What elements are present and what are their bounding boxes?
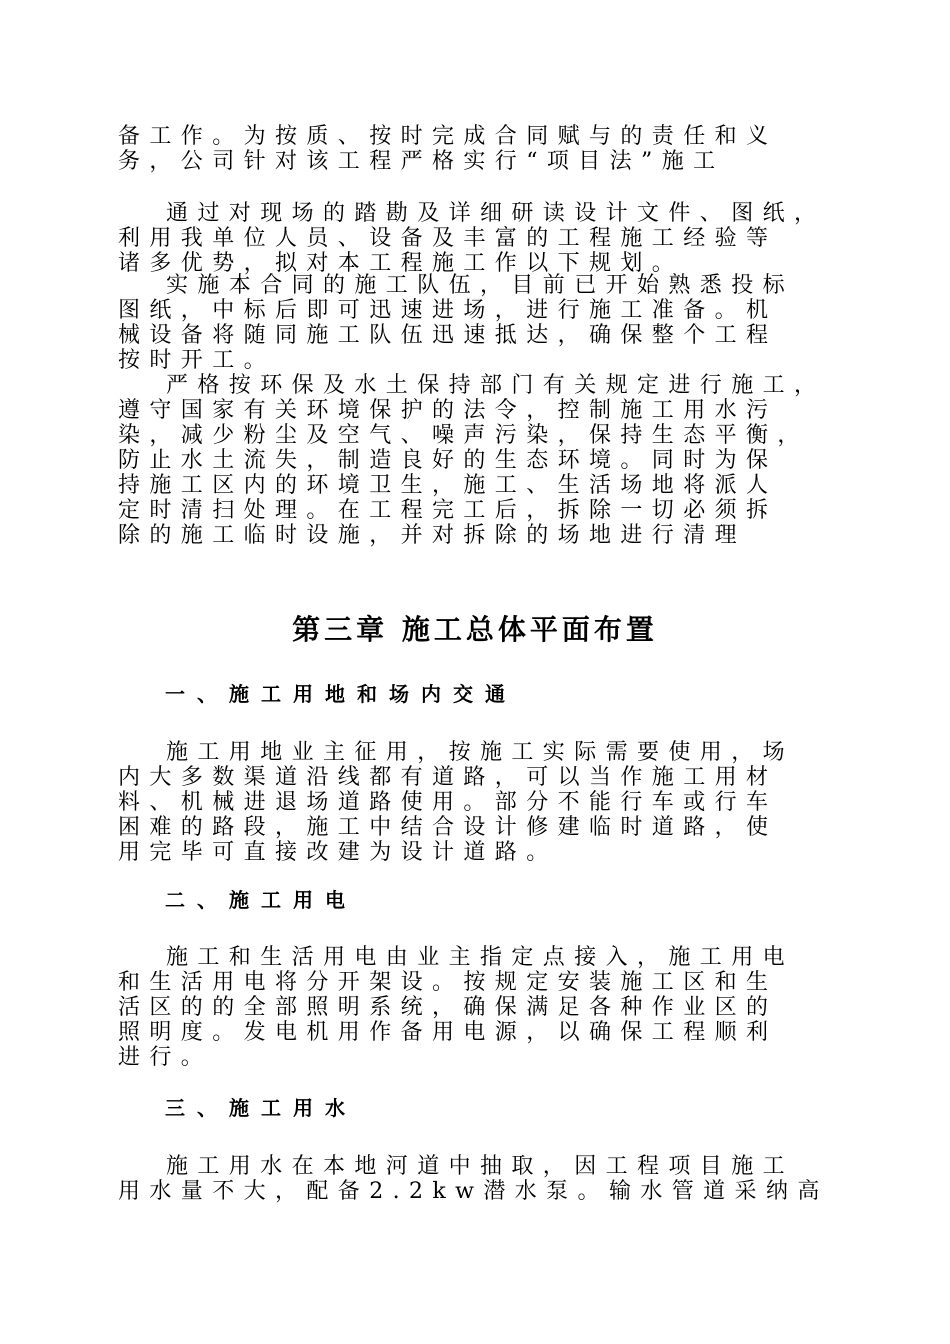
paragraph-line: 进行。 (118, 1045, 213, 1070)
paragraph-line: 通过对现场的踏勘及详细研读设计文件、图纸， (166, 201, 826, 226)
chapter-title: 第三章 施工总体平面布置 (292, 613, 658, 646)
paragraph-line: 防止水土流失，制造良好的生态环境。同时为保 (118, 448, 778, 473)
paragraph-line: 实施本合同的施工队伍，目前已开始熟悉投标 (166, 273, 795, 298)
paragraph-line: 械设备将随同施工队伍迅速抵达，确保整个工程 (118, 323, 778, 348)
paragraph-line: 困难的路段，施工中结合设计修建临时道路，使 (118, 815, 778, 840)
paragraph-line: 利用我单位人员、设备及丰富的工程施工经验等 (118, 226, 778, 251)
section-heading: 二、施工用电 (165, 888, 357, 912)
paragraph-line: 除的施工临时设施，并对拆除的场地进行清理 (118, 523, 747, 548)
paragraph-line: 染，减少粉尘及空气、噪声污染，保持生态平衡， (118, 423, 809, 448)
paragraph-line: 遵守国家有关环境保护的法令，控制施工用水污 (118, 398, 778, 423)
paragraph-line: 备工作。为按质、按时完成合同赋与的责任和义 (118, 124, 778, 149)
paragraph-line: 施工用地业主征用，按施工实际需要使用，场 (166, 740, 795, 765)
paragraph-line: 用水量不大，配备2.2kw潜水泵。输水管道采纳高 (118, 1179, 829, 1204)
paragraph-line: 照明度。发电机用作备用电源，以确保工程顺利 (118, 1020, 778, 1045)
paragraph-line: 持施工区内的环境卫生，施工、生活场地将派人 (118, 473, 778, 498)
paragraph-line: 施工用水在本地河道中抽取，因工程项目施工 (166, 1154, 795, 1179)
paragraph-line: 和生活用电将分开架设。按规定安装施工区和生 (118, 970, 778, 995)
paragraph-line: 按时开工。 (118, 348, 276, 373)
section-heading: 一、施工用地和场内交通 (165, 682, 517, 706)
paragraph-line: 活区的的全部照明系统，确保满足各种作业区的 (118, 995, 778, 1020)
paragraph-line: 定时清扫处理。在工程完工后，拆除一切必须拆 (118, 498, 778, 523)
paragraph-line: 用完毕可直接改建为设计道路。 (118, 840, 558, 865)
paragraph-line: 诸多优势，拟对本工程施工作以下规划。 (118, 251, 684, 276)
section-heading: 三、施工用水 (165, 1096, 357, 1120)
paragraph-line: 施工和生活用电由业主指定点接入，施工用电 (166, 945, 795, 970)
paragraph-line: 务，公司针对该工程严格实行“项目法”施工 (118, 149, 725, 174)
paragraph-line: 料、机械进退场道路使用。部分不能行车或行车 (118, 790, 778, 815)
paragraph-line: 内大多数渠道沿线都有道路，可以当作施工用材 (118, 765, 778, 790)
paragraph-line: 图纸，中标后即可迅速进场，进行施工准备。机 (118, 298, 778, 323)
paragraph-line: 严格按环保及水土保持部门有关规定进行施工， (166, 373, 826, 398)
